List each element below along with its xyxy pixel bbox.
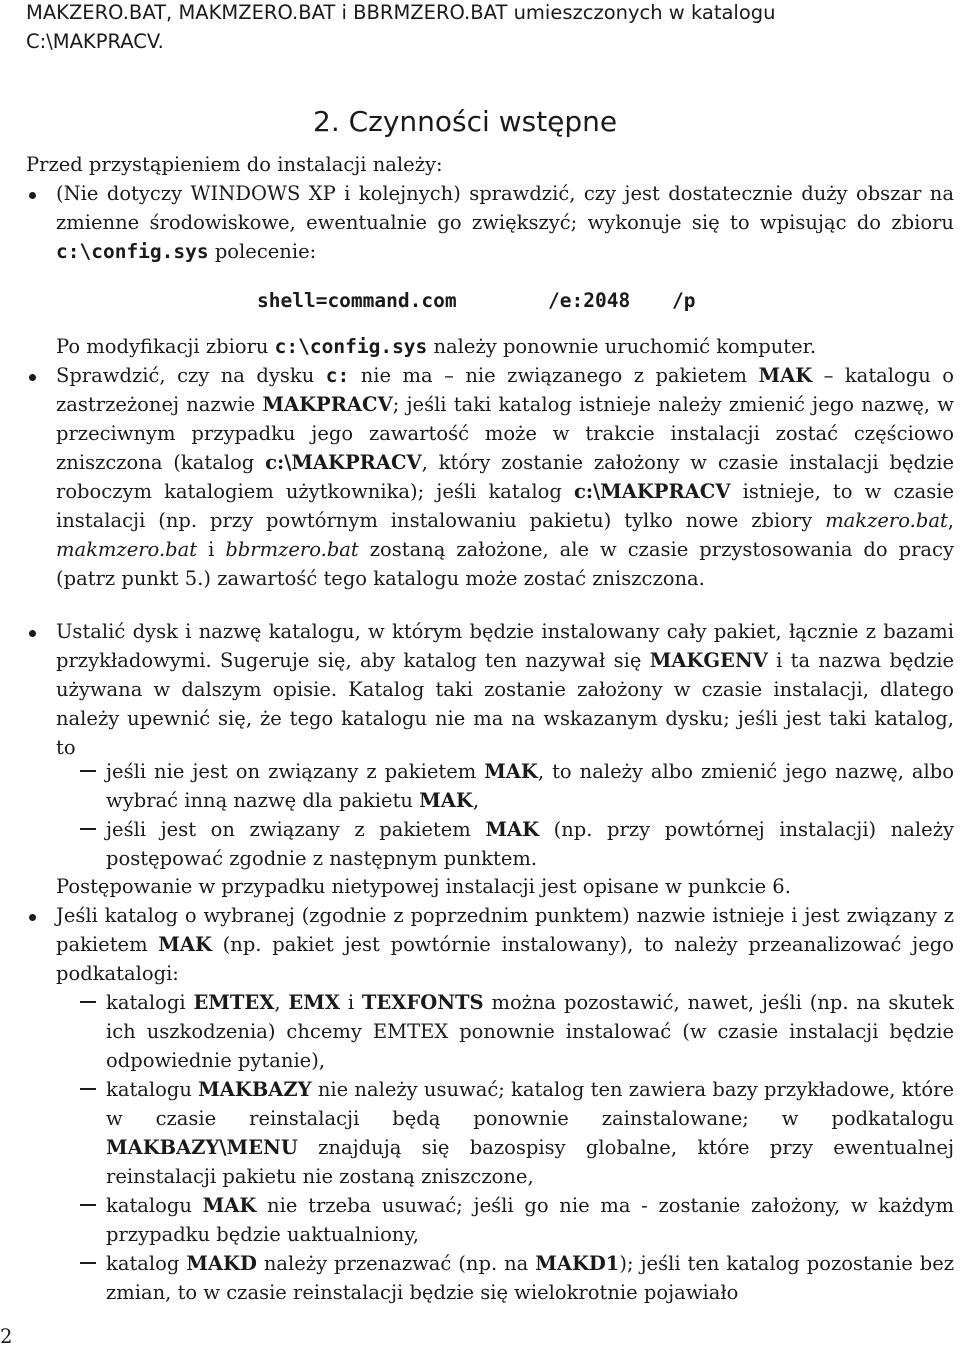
bullet-marker bbox=[29, 914, 36, 921]
continuation-line-1: MAKZERO.BAT, MAKMZERO.BAT i BBRMZERO.BAT umieszczonych w katalogu bbox=[26, 1, 776, 24]
command-permanent: /p bbox=[672, 289, 696, 312]
bullet-2-text: Sprawdzić, czy na dysku c: nie ma – nie związanego z pakietem MAK – katalogu o zastrzeżonej nazwie MAKPRACV; jeśli taki katalog istnieje należy zmienić jego nazwę, w przeciwnym przypadku jego zawartość może w trakcie instalacji zostać częściowo zniszczona (katalog c:\MAKPRACV, który zostanie założony w czasie instalacji będzie roboczym katalogiem użytkownika); jeśli katalog c:\MAKPRACV istnieje, to w czasie instalacji (np. przy powtórnym instalowaniu pakietu) tylko nowe zbiory makzero.bat, makmzero.bat i bbrmzero.bat zostaną założone, ale w czasie przystosowania do pracy (patrz punkt 5.) zawartość tego katalogu może zostać zniszczona. bbox=[56, 364, 955, 590]
bullet-4-text: Jeśli katalog o wybranej (zgodnie z poprzednim punktem) nazwie istnieje i jest związany z pakietem MAK (np. pakiet jest powtórnie instalowany), to należy przeanalizować jego podkatalogi: bbox=[56, 904, 954, 985]
bullet-4-dash-2: katalogu MAKBAZY nie należy usuwać; katalog ten zawiera bazy przykładowe, które w czasie reinstalacji będą ponownie zainstalowane; w podkatalogu MAKBAZY\MENU znajdują się bazospisy globalne, które przy ewentualnej reinstalacji pakietu nie zostaną zniszczone, bbox=[106, 1078, 954, 1188]
dash-marker bbox=[80, 770, 96, 772]
section-title: 2. Czynności wstępne bbox=[313, 105, 618, 138]
bullet-marker bbox=[29, 374, 36, 381]
bullet-marker bbox=[29, 630, 36, 637]
bullet-4-dash-4: katalog MAKD należy przenazwać (np. na MAKD1); jeśli ten katalog pozostanie bez zmian, to w czasie reinstalacji będzie się wielokrotnie pojawiało bbox=[106, 1252, 955, 1304]
bullet-4-dash-1: katalogi EMTEX, EMX i TEXFONTS można pozostawić, nawet, jeśli (np. na skutek ich uszkodzenia) chcemy EMTEX ponownie instalować (w czasie instalacji będzie odpowiednie pytanie), bbox=[106, 991, 954, 1072]
command-shell: shell=command.com bbox=[257, 289, 457, 312]
bullet-marker bbox=[29, 192, 36, 199]
bullet-4-dash-3: katalogu MAK nie trzeba usuwać; jeśli go nie ma - zostanie założony, w każdym przypadku będzie uaktualniony, bbox=[106, 1194, 955, 1246]
bullet-1-text: (Nie dotyczy WINDOWS XP i kolejnych) sprawdzić, czy jest dostatecznie duży obszar na zmienne środowiskowe, ewentualnie go zwiększyć; wykonuje się to wpisując do zbioru c:\config.sys polecenie: bbox=[56, 182, 954, 263]
dash-marker bbox=[80, 1204, 96, 1206]
page-number: 2 bbox=[0, 1325, 13, 1348]
command-env-size: /e:2048 bbox=[548, 289, 631, 312]
dash-marker bbox=[80, 1001, 96, 1003]
bullet-3-text: Ustalić dysk i nazwę katalogu, w którym będzie instalowany cały pakiet, łącznie z bazami przykładowymi. Sugeruje się, aby katalog ten nazywał się MAKGENV i ta nazwa będzie używana w dalszym opisie. Katalog taki zostanie założony w czasie instalacji, dlatego należy upewnić się, że tego katalogu nie ma na wskazanym dysku; jeśli jest taki katalog, to bbox=[56, 620, 955, 759]
dash-marker bbox=[80, 1088, 96, 1090]
bullet-3-dash-1: jeśli nie jest on związany z pakietem MAK, to należy albo zmienić jego nazwę, albo wybrać inną nazwę dla pakietu MAK, bbox=[106, 760, 954, 812]
bullet-1-after: Po modyfikacji zbioru c:\config.sys należy ponownie uruchomić komputer. bbox=[56, 335, 817, 358]
continuation-line-2: C:\MAKPRACV. bbox=[26, 30, 164, 53]
dash-marker bbox=[80, 828, 96, 830]
dash-marker bbox=[80, 1262, 96, 1264]
bullet-3-dash-2: jeśli jest on związany z pakietem MAK (np. przy powtórnej instalacji) należy postępować zgodnie z następnym punktem. bbox=[106, 818, 954, 870]
bullet-3-after: Postępowanie w przypadku nietypowej instalacji jest opisane w punkcie 6. bbox=[56, 875, 791, 898]
intro-text: Przed przystąpieniem do instalacji należy: bbox=[26, 153, 443, 176]
